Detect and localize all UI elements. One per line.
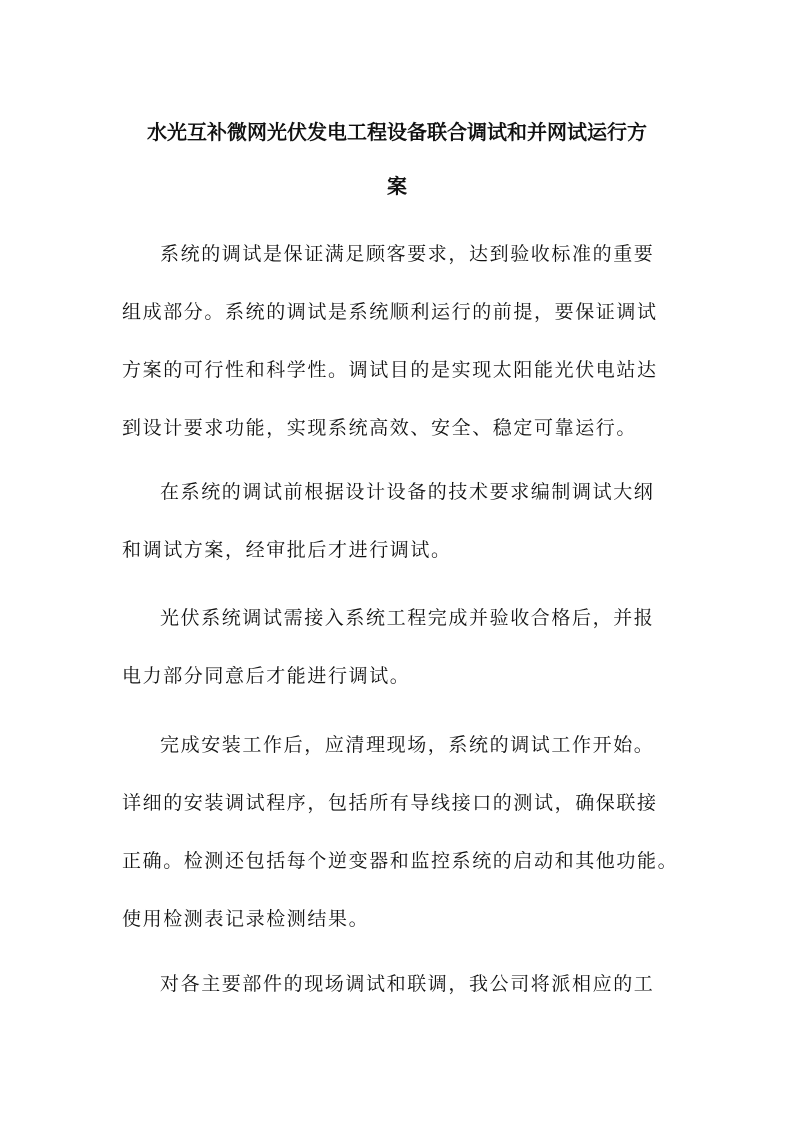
- paragraph-5: [122, 955, 678, 1013]
- paragraph-line: 组成部分。系统的调试是系统顺利运行的前提，要保证调试: [122, 301, 658, 323]
- paragraph-line: 使用检测表记录检测结果。: [122, 908, 370, 930]
- document-title-line-1: 水光互补微网光伏发电工程设备联合调试和并网试运行方: [147, 120, 647, 144]
- paragraph-line: 详细的安装调试程序，包括所有导线接口的测试，确保联接: [122, 792, 658, 814]
- document-title-line-2: 案: [387, 174, 407, 198]
- paragraph-line: 完成安装工作后，应清理现场，系统的调试工作开始。: [160, 734, 655, 756]
- paragraph-line: 方案的可行性和科学性。调试目的是实现太阳能光伏电站达: [122, 359, 658, 381]
- paragraph-line: 对各主要部件的现场调试和联调，我公司将派相应的工: [160, 973, 655, 995]
- paragraph-line: 在系统的调试前根据设计设备的技术要求编制调试大纲: [160, 481, 655, 503]
- paragraph-2: [122, 463, 678, 579]
- paragraph-line: 光伏系统调试需接入系统工程完成并验收合格后，并报: [160, 607, 655, 629]
- paragraph-line: 和调试方案，经审批后才进行调试。: [122, 539, 452, 561]
- paragraph-line: 电力部分同意后才能进行调试。: [122, 665, 411, 687]
- paragraph-1: [122, 225, 678, 457]
- paragraph-4: [122, 716, 678, 948]
- paragraph-line: 正确。检测还包括每个逆变器和监控系统的启动和其他功能。: [122, 850, 678, 872]
- paragraph-line: 到设计要求功能，实现系统高效、安全、稳定可靠运行。: [122, 417, 638, 439]
- paragraph-line: 系统的调试是保证满足顾客要求，达到验收标准的重要: [160, 243, 655, 265]
- paragraph-3: [122, 589, 678, 705]
